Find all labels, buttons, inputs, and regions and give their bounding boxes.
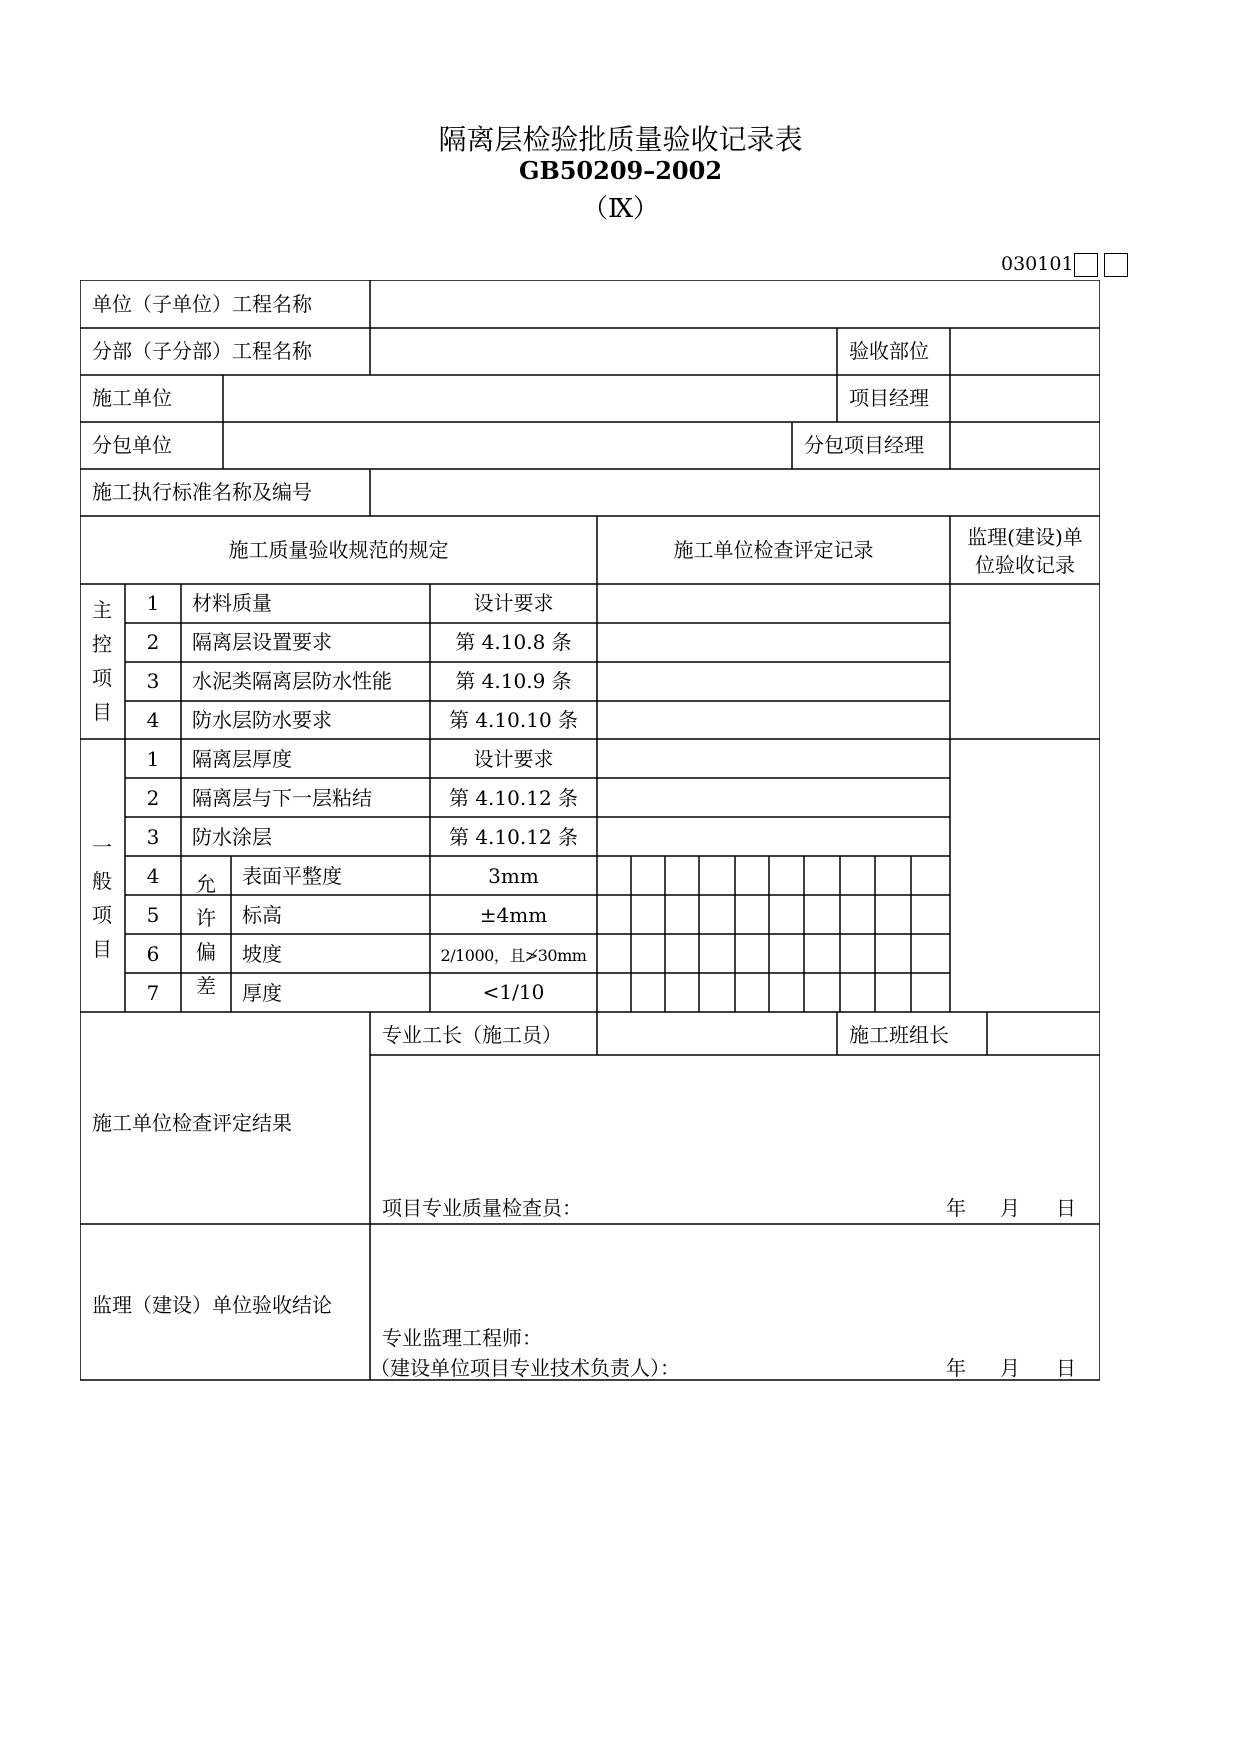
label-subcontractor: 分包单位 <box>92 433 172 457</box>
deviation-item-no: 6 <box>146 942 160 966</box>
deviation-item-no: 7 <box>146 981 160 1005</box>
general-item-no: 2 <box>146 786 160 810</box>
deviation-item-requirement: <1/10 <box>482 980 545 1004</box>
header-supervise-line2: 位验收记录 <box>975 553 1075 577</box>
main-item-no: 3 <box>146 669 160 693</box>
main-item-name: 水泥类隔离层防水性能 <box>192 669 392 693</box>
main-item-requirement: 第 4.10.9 条 <box>455 669 572 693</box>
deviation-item-name: 厚度 <box>242 981 282 1005</box>
label-accept-part: 验收部位 <box>849 339 929 363</box>
general-item-name: 隔离层厚度 <box>192 747 292 771</box>
deviation-label: 允 许 偏 差 <box>196 872 216 998</box>
main-item-no: 4 <box>146 708 160 732</box>
deviation-item-name: 坡度 <box>242 942 282 966</box>
main-item-requirement: 第 4.10.10 条 <box>448 708 579 732</box>
owner-rep-label: （建设单位项目专业技术负责人）： <box>370 1356 680 1380</box>
general-item-name: 防水涂层 <box>192 825 272 849</box>
main-item-name: 材料质量 <box>192 591 272 615</box>
form-title: 隔离层检验批质量验收记录表 <box>438 123 803 156</box>
conclusion-day-label: 日 <box>1056 1356 1076 1380</box>
general-item-name: 隔离层与下一层粘结 <box>192 786 372 810</box>
general-item-no: 3 <box>146 825 160 849</box>
deviation-item-requirement: 3mm <box>488 864 539 888</box>
conclusion-year-label: 年 <box>946 1356 966 1380</box>
main-item-name: 隔离层设置要求 <box>192 630 332 654</box>
main-control-label: 主 控 项 目 <box>92 598 112 724</box>
general-label: 一 般 项 目 <box>92 835 112 961</box>
label-project-manager: 项目经理 <box>849 386 929 410</box>
header-check-record: 施工单位检查评定记录 <box>673 538 874 562</box>
doc-number-box-1[interactable] <box>1074 253 1098 277</box>
result-month-label: 月 <box>1000 1196 1020 1220</box>
engineer-label: 专业监理工程师： <box>382 1326 542 1350</box>
main-item-no: 1 <box>146 591 160 615</box>
general-item-no: 1 <box>146 747 160 771</box>
deviation-item-no: 5 <box>146 903 160 927</box>
general-item-requirement: 第 4.10.12 条 <box>448 825 579 849</box>
general-item-requirement: 设计要求 <box>473 747 554 771</box>
result-year-label: 年 <box>946 1196 966 1220</box>
result-day-label: 日 <box>1056 1196 1076 1220</box>
conclusion-month-label: 月 <box>1000 1356 1020 1380</box>
inspector-label: 项目专业质量检查员： <box>382 1196 582 1220</box>
deviation-item-name: 表面平整度 <box>242 864 342 888</box>
main-item-requirement: 设计要求 <box>473 591 554 615</box>
supervisor-conclusion-label: 监理（建设）单位验收结论 <box>92 1293 332 1317</box>
label-contractor: 施工单位 <box>92 386 172 410</box>
main-item-name: 防水层防水要求 <box>192 708 332 732</box>
header-spec: 施工质量验收规范的规定 <box>228 538 449 562</box>
deviation-item-requirement: ±4mm <box>479 903 548 927</box>
team-leader-label: 施工班组长 <box>849 1023 949 1047</box>
contractor-result-label: 施工单位检查评定结果 <box>92 1111 292 1135</box>
doc-number: 030101 <box>1001 253 1074 275</box>
foreman-label: 专业工长（施工员） <box>382 1023 562 1047</box>
general-item-requirement: 第 4.10.12 条 <box>448 786 579 810</box>
label-standard-name: 施工执行标准名称及编号 <box>92 480 312 504</box>
main-item-requirement: 第 4.10.8 条 <box>455 630 572 654</box>
doc-number-box-2[interactable] <box>1104 253 1128 277</box>
label-unit-project: 单位（子单位）工程名称 <box>92 292 312 316</box>
standard-code: GB50209–2002 <box>518 156 723 185</box>
label-sub-project-manager: 分包项目经理 <box>804 433 924 457</box>
main-item-no: 2 <box>146 630 160 654</box>
deviation-item-no: 4 <box>146 864 160 888</box>
inspection-table <box>80 280 1100 1390</box>
volume-number: （Ⅸ） <box>581 194 660 224</box>
deviation-item-name: 标高 <box>242 903 282 927</box>
label-sub-project: 分部（子分部）工程名称 <box>92 339 312 363</box>
deviation-item-requirement: 2/1000，且≯30mm <box>440 946 587 965</box>
header-supervise-line1: 监理(建设)单 <box>967 525 1083 549</box>
